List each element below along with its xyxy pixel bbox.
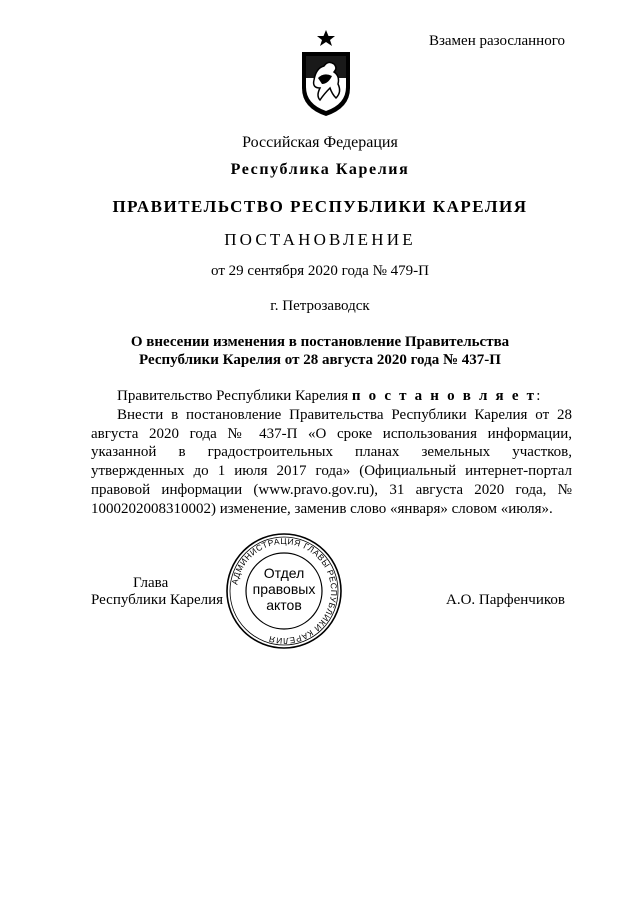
signer-name: А.О. Парфенчиков <box>446 592 565 608</box>
preamble <box>117 388 540 405</box>
legal-department-stamp <box>224 531 344 651</box>
resent-note: Взамен разосланного <box>428 33 565 49</box>
document-title-line2: Республики Карелия от 28 августа 2020 года № 437-П <box>139 352 501 368</box>
signer-title-line2: Республики Карелия <box>91 592 224 608</box>
karelia-coat-of-arms-icon <box>298 28 354 118</box>
republic-line: Республика Карелия <box>230 161 410 178</box>
date-number: от 29 сентября 2020 года № 479-П <box>211 263 429 279</box>
preamble-text: Правительство Республики Карелия <box>117 388 352 404</box>
government-heading: ПРАВИТЕЛЬСТВО РЕСПУБЛИКИ КАРЕЛИЯ <box>112 197 528 216</box>
document-title-line1: О внесении изменения в постановление Правительства <box>130 334 510 350</box>
document-type: ПОСТАНОВЛЕНИЕ <box>224 230 416 249</box>
city-line: г. Петрозаводск <box>270 298 370 314</box>
decree-body-paragraph: Внести в постановление Правительства Республики Карелия от 28 августа 2020 года № 437-П «О сроке использования информации, указанной в градостроительных планах земельных участков, утвержденных до 1 июля 2017 года» (Официальный интернет-портал правовой информации (www.pravo.gov.ru), 31 августа 2020 года, № 1000202008310002) изменение, заменив слово «января» словом «июля». <box>91 407 572 517</box>
stamp-line1: Отдел <box>263 565 305 581</box>
preamble-verb: п о с т а н о в л я е т <box>351 388 537 404</box>
stamp-ring-textpath: АДМИНИСТРАЦИЯ ГЛАВЫ РЕСПУБЛИКИ КАРЕЛИЯ <box>229 535 340 647</box>
federation-line: Российская Федерация <box>242 134 398 151</box>
stamp-line2: правовых <box>252 581 316 597</box>
signer-title-line1: Глава <box>133 575 169 591</box>
stamp-line3: актов <box>266 597 302 613</box>
preamble-colon: : <box>536 388 541 404</box>
